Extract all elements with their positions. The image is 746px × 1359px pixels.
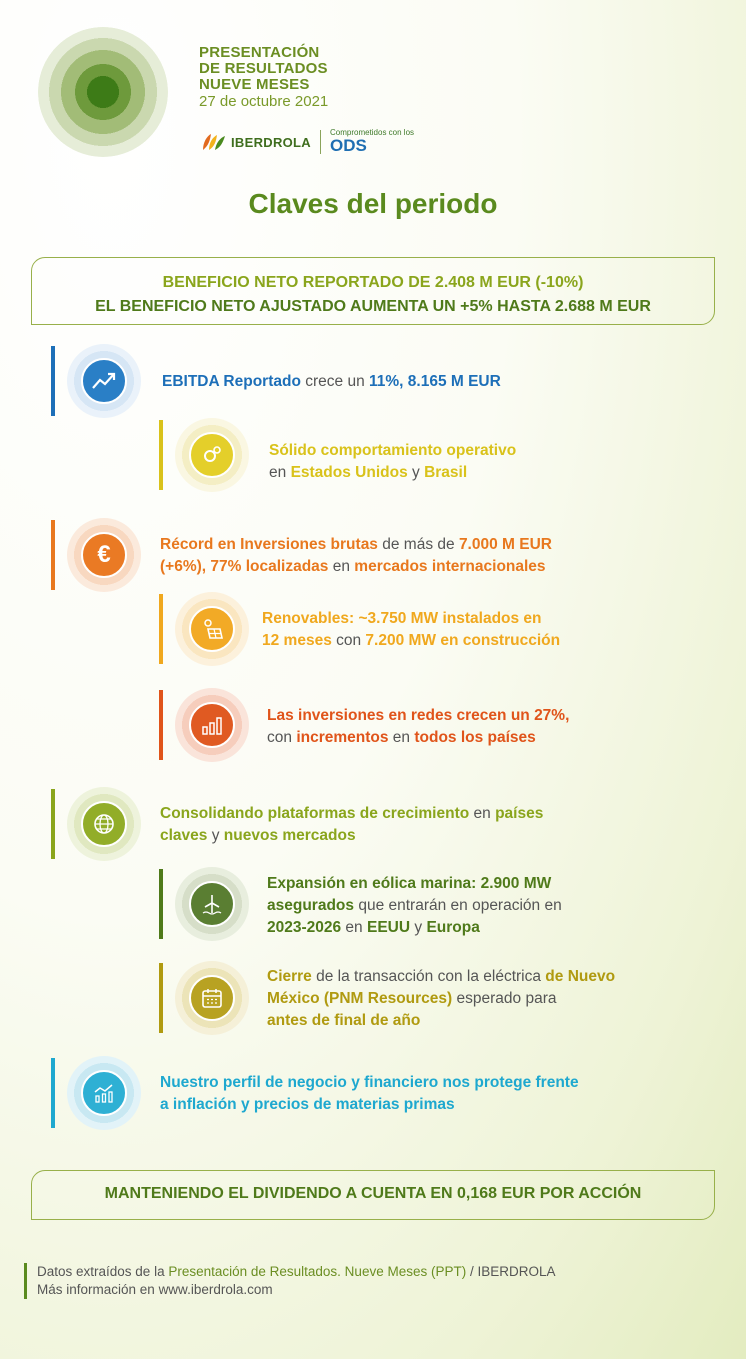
plataformas-in: en [469,805,496,822]
inversiones-share: (+6%), 77% localizadas [160,558,329,575]
redes-countries: todos los países [414,729,536,746]
header-halo-graphic [38,27,168,157]
inversiones-connector: de más de [377,536,459,553]
item-ebitda [51,346,711,416]
redes-label: Las inversiones en redes crecen un 27%, [267,707,570,724]
ods-mark: ODS [329,136,367,155]
renovables-construction: 7.200 MW en construcción [365,632,561,649]
item-bar [159,869,163,939]
inversiones-in: en [328,558,355,575]
eolica-text [267,873,562,939]
euro-icon: € [81,532,127,578]
eolica-icon-halo [175,867,249,941]
plataformas-icon-halo [67,787,141,861]
item-bar [51,789,55,859]
ebitda-icon-halo [67,344,141,418]
operativo-country-2: Brasil [424,464,468,481]
item-bar [51,1058,55,1128]
plataformas-text [160,803,543,847]
footer-source-link[interactable]: Presentación de Resultados. Nueve Meses (PPT) [168,1264,467,1279]
item-redes [159,690,709,760]
net-profit-adjusted: EL BENEFICIO NETO AJUSTADO AUMENTA UN +5% HASTA 2.688 M EUR [95,298,651,315]
eolica-and: y [410,919,427,936]
dividend-box: MANTENIENDO EL DIVIDENDO A CUENTA EN 0,168 EUR POR ACCIÓN [31,1170,715,1220]
redes-increments: incrementos [296,729,389,746]
eolica-label: Expansión en eólica marina: 2.900 MW [267,875,552,892]
cierre-label: Cierre [267,968,312,985]
inversiones-label: Récord en Inversiones brutas [160,536,378,553]
eolica-region-2: Europa [426,919,480,936]
perfil-line-2: a inflación y precios de materias primas [160,1096,455,1113]
item-bar [159,594,163,664]
footer-line-1 [37,1263,556,1281]
item-bar [51,520,55,590]
iberdrola-wordmark: IBERDROLA [231,134,311,150]
growth-chart-icon [81,358,127,404]
calendar-icon [189,975,235,1021]
offshore-wind-icon [189,881,235,927]
inversiones-value: 7.000 M EUR [458,536,552,553]
item-plataformas [51,789,711,859]
item-operativo [159,420,709,490]
item-perfil [51,1058,731,1128]
renovables-text [262,608,560,652]
footer-more-info: Más información en [37,1282,159,1297]
footer-website-link[interactable]: www.iberdrola.com [158,1282,273,1297]
plataformas-label: Consolidando plataformas de crecimiento [160,805,470,822]
header-line-1: PRESENTACIÓN [199,44,320,61]
operativo-and: y [407,464,425,481]
item-cierre [159,963,709,1033]
item-inversiones [51,520,731,590]
cierre-text [267,966,615,1032]
operativo-connector: en [269,464,291,481]
iberdrola-logo [201,127,414,157]
operativo-label: Sólido comportamiento operativo [269,442,517,459]
redes-icon-halo [175,688,249,762]
plataformas-key: claves [160,827,208,844]
redes-text [267,705,569,749]
item-eolica [159,869,709,939]
item-bar [51,346,55,416]
perfil-line-1: Nuestro perfil de negocio y financiero nos protege frente [160,1074,579,1091]
item-bar [159,690,163,760]
renovables-icon-halo [175,592,249,666]
operativo-icon-halo [175,418,249,492]
cierre-icon-halo [175,961,249,1035]
header-text [199,45,328,110]
operativo-country-1: Estados Unidos [290,464,408,481]
eolica-years: 2023-2026 [267,919,342,936]
cierre-deadline: antes de final de año [267,1012,421,1029]
cierre-connector: de la transacción con la eléctrica [311,968,546,985]
source-footer [24,1263,556,1299]
inversiones-markets: mercados internacionales [354,558,546,575]
renovables-period: 12 meses [262,632,332,649]
plataformas-and: y [207,827,224,844]
cierre-expected: esperado para [452,990,557,1007]
perfil-icon-halo [67,1056,141,1130]
inversiones-text [160,534,552,578]
iberdrola-leaf-icon [201,132,227,152]
header-date: 27 de octubre 2021 [199,93,329,110]
renovables-connector: con [331,632,366,649]
footer-line-2 [37,1281,556,1299]
plataformas-new-markets: nuevos mercados [223,827,356,844]
solar-panel-icon [189,606,235,652]
page-title: Claves del periodo [248,188,498,219]
header-line-3: NUEVE MESES [199,76,310,93]
ebitda-connector: crece un [300,373,369,390]
operativo-text [269,440,516,484]
net-profit-box [31,257,715,325]
ods-logo [330,129,414,155]
inversiones-icon-halo [67,518,141,592]
item-bar [159,963,163,1033]
plataformas-countries: países [495,805,544,822]
gears-icon [189,432,235,478]
financial-chart-icon [81,1070,127,1116]
globe-icon [81,801,127,847]
item-bar [159,420,163,490]
ebitda-label: EBITDA Reportado [162,373,301,390]
growth-bars-icon [189,702,235,748]
eolica-region-1: EEUU [366,919,411,936]
cierre-target-2: México (PNM Resources) [267,990,453,1007]
cierre-target-1: de Nuevo [545,968,616,985]
eolica-connector: que entrarán en operación en [354,897,562,914]
redes-in: en [388,729,415,746]
renovables-label: Renovables: ~3.750 MW instalados en [262,610,542,627]
ebitda-text [162,371,501,393]
footer-source-owner: / IBERDROLA [466,1264,556,1279]
footer-source-prefix: Datos extraídos de la [37,1264,169,1279]
eolica-secured: asegurados [267,897,355,914]
net-profit-reported: BENEFICIO NETO REPORTADO DE 2.408 M EUR (-10%) [162,274,584,291]
perfil-text [160,1072,579,1116]
redes-connector: con [267,729,297,746]
item-renovables [159,594,709,664]
header-line-2: DE RESULTADOS [199,60,328,77]
ods-caption: Comprometidos con los [329,128,415,137]
ebitda-value: 11%, 8.165 M EUR [369,373,501,390]
logo-separator [320,130,321,154]
eolica-in: en [341,919,367,936]
